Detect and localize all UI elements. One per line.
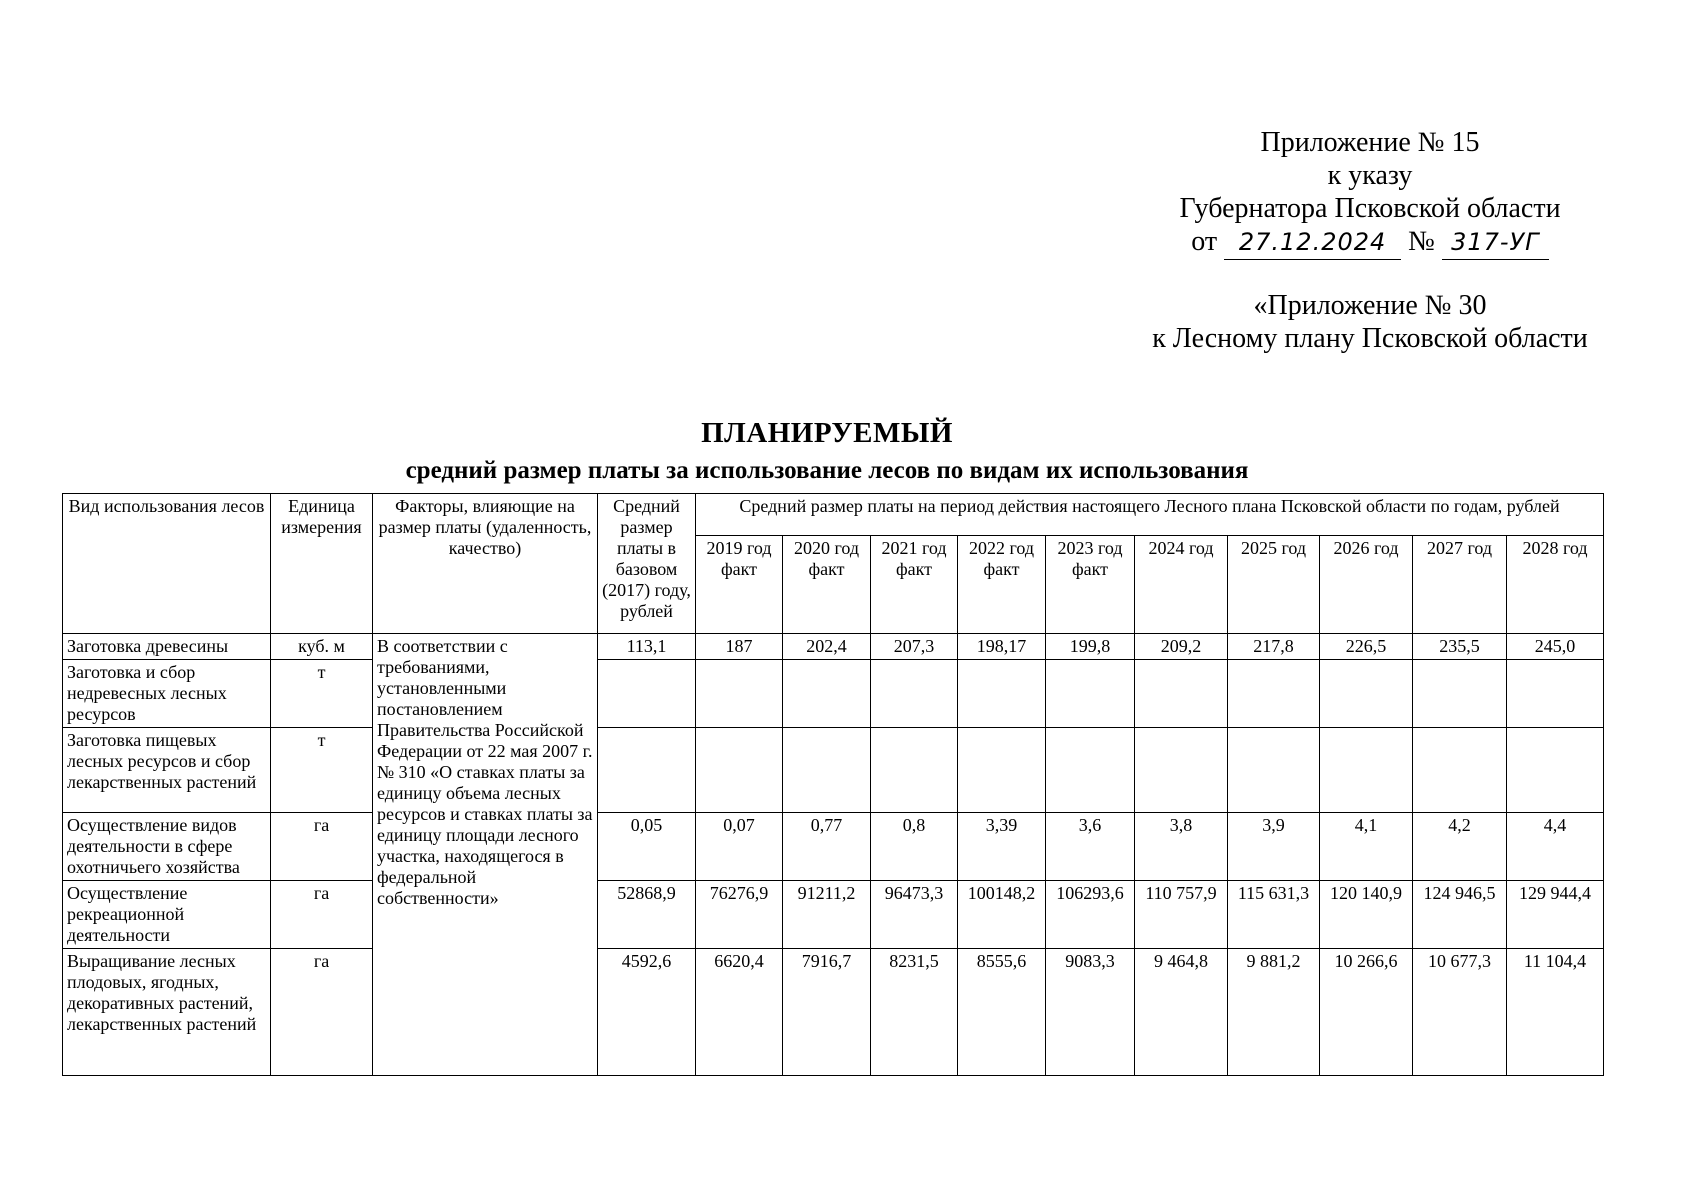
row-value [958, 728, 1046, 813]
header-unit: Единица измерения [271, 494, 373, 634]
header-factors: Факторы, влияющие на размер платы (удаленность, качество) [373, 494, 598, 634]
header-period: Средний размер платы на период действия настоящего Лесного плана Псковской области по годам, рублей [696, 494, 1604, 536]
header-year: 2027 год [1413, 536, 1507, 634]
row-value [696, 728, 783, 813]
row-base [598, 660, 696, 728]
row-value [1046, 660, 1135, 728]
row-value: 187 [696, 634, 783, 660]
row-value: 199,8 [1046, 634, 1135, 660]
row-value [871, 728, 958, 813]
row-value: 3,6 [1046, 813, 1135, 881]
row-value: 4,4 [1507, 813, 1604, 881]
header-year: 2024 год [1135, 536, 1228, 634]
row-value: 9083,3 [1046, 949, 1135, 1076]
header-year: 2021 год факт [871, 536, 958, 634]
row-value [1135, 728, 1228, 813]
fees-table [62, 493, 1604, 1076]
handwritten-number: 317-УГ [1442, 226, 1549, 260]
handwritten-date: 27.12.2024 [1224, 226, 1401, 260]
table-row [63, 728, 1604, 813]
row-value: 11 104,4 [1507, 949, 1604, 1076]
row-kind: Выращивание лесных плодовых, ягодных, декоративных растений, лекарственных растений [63, 949, 271, 1076]
row-value: 4,2 [1413, 813, 1507, 881]
row-value: 8231,5 [871, 949, 958, 1076]
row-value [783, 660, 871, 728]
row-value [1320, 728, 1413, 813]
row-value: 110 757,9 [1135, 881, 1228, 949]
row-value: 3,8 [1135, 813, 1228, 881]
row-value: 235,5 [1413, 634, 1507, 660]
header-year: 2028 год [1507, 536, 1604, 634]
row-value: 106293,6 [1046, 881, 1135, 949]
header-kind: Вид использования лесов [63, 494, 271, 634]
row-value: 9 881,2 [1228, 949, 1320, 1076]
row-value: 76276,9 [696, 881, 783, 949]
title-main: ПЛАНИРУЕМЫЙ [701, 417, 953, 449]
row-kind: Заготовка древесины [63, 634, 271, 660]
decree-header [1130, 126, 1610, 260]
row-value: 209,2 [1135, 634, 1228, 660]
row-value [1320, 660, 1413, 728]
from-label: от [1191, 226, 1218, 257]
row-value: 198,17 [958, 634, 1046, 660]
appendix-line-1: «Приложение № 30 [1253, 290, 1487, 321]
row-base: 52868,9 [598, 881, 696, 949]
row-base: 0,05 [598, 813, 696, 881]
row-value: 245,0 [1507, 634, 1604, 660]
table-row [63, 634, 1604, 660]
row-value [783, 728, 871, 813]
row-unit: т [271, 660, 373, 728]
row-kind: Осуществление видов деятельности в сфере охотничьего хозяйства [63, 813, 271, 881]
row-value: 9 464,8 [1135, 949, 1228, 1076]
row-value [1413, 660, 1507, 728]
row-value [1413, 728, 1507, 813]
table-row [63, 949, 1604, 1076]
row-value: 0,77 [783, 813, 871, 881]
row-value: 91211,2 [783, 881, 871, 949]
header-year: 2026 год [1320, 536, 1413, 634]
row-value: 0,8 [871, 813, 958, 881]
row-base: 113,1 [598, 634, 696, 660]
header-line-1: Приложение № 15 [1260, 127, 1480, 158]
row-value: 6620,4 [696, 949, 783, 1076]
row-kind: Заготовка и сбор недревесных лесных ресурсов [63, 660, 271, 728]
table-row [63, 813, 1604, 881]
appendix-line-2: к Лесному плану Псковской области [1152, 323, 1588, 354]
factors-cell: В соответствии с требованиями, установленными постановлением Правительства Российской Федерации от 22 мая 2007 г. № 310 «О ставках платы за единицу объема лесных ресурсов и ставках платы за единицу площади лесного участка, находящегося в федеральной собственности» [373, 634, 598, 1076]
row-value: 3,9 [1228, 813, 1320, 881]
row-value [1507, 660, 1604, 728]
header-year: 2020 год факт [783, 536, 871, 634]
header-year: 2019 год факт [696, 536, 783, 634]
row-value: 129 944,4 [1507, 881, 1604, 949]
row-value: 202,4 [783, 634, 871, 660]
row-unit: т [271, 728, 373, 813]
header-date-line [1130, 225, 1610, 260]
row-unit: га [271, 949, 373, 1076]
header-year: 2022 год факт [958, 536, 1046, 634]
row-value: 96473,3 [871, 881, 958, 949]
row-kind: Осуществление рекреационной деятельности [63, 881, 271, 949]
header-year: 2025 год [1228, 536, 1320, 634]
row-value: 8555,6 [958, 949, 1046, 1076]
row-value [1046, 728, 1135, 813]
table-row [63, 660, 1604, 728]
row-value: 207,3 [871, 634, 958, 660]
row-unit: га [271, 881, 373, 949]
row-value [696, 660, 783, 728]
header-line-2: к указу [1327, 160, 1413, 191]
row-value: 4,1 [1320, 813, 1413, 881]
row-value: 10 677,3 [1413, 949, 1507, 1076]
row-value [871, 660, 958, 728]
row-base: 4592,6 [598, 949, 696, 1076]
row-kind: Заготовка пищевых лесных ресурсов и сбор лекарственных растений [63, 728, 271, 813]
row-value: 0,07 [696, 813, 783, 881]
row-value: 226,5 [1320, 634, 1413, 660]
row-value: 115 631,3 [1228, 881, 1320, 949]
appendix-header [1130, 289, 1610, 355]
header-base: Средний размер платы в базовом (2017) году, рублей [598, 494, 696, 634]
table-row [63, 881, 1604, 949]
row-value [1507, 728, 1604, 813]
row-value: 120 140,9 [1320, 881, 1413, 949]
row-value: 10 266,6 [1320, 949, 1413, 1076]
title-sub: средний размер платы за использование лесов по видам их использования [405, 457, 1249, 484]
row-value: 7916,7 [783, 949, 871, 1076]
row-value: 217,8 [1228, 634, 1320, 660]
number-label: № [1408, 226, 1435, 257]
row-value [1228, 728, 1320, 813]
row-value [1228, 660, 1320, 728]
row-base [598, 728, 696, 813]
row-value: 124 946,5 [1413, 881, 1507, 949]
header-line-3: Губернатора Псковской области [1179, 193, 1561, 224]
header-year: 2023 год факт [1046, 536, 1135, 634]
row-value: 100148,2 [958, 881, 1046, 949]
row-value: 3,39 [958, 813, 1046, 881]
row-unit: га [271, 813, 373, 881]
row-value [958, 660, 1046, 728]
row-value [1135, 660, 1228, 728]
document-title [62, 416, 1592, 488]
row-unit: куб. м [271, 634, 373, 660]
